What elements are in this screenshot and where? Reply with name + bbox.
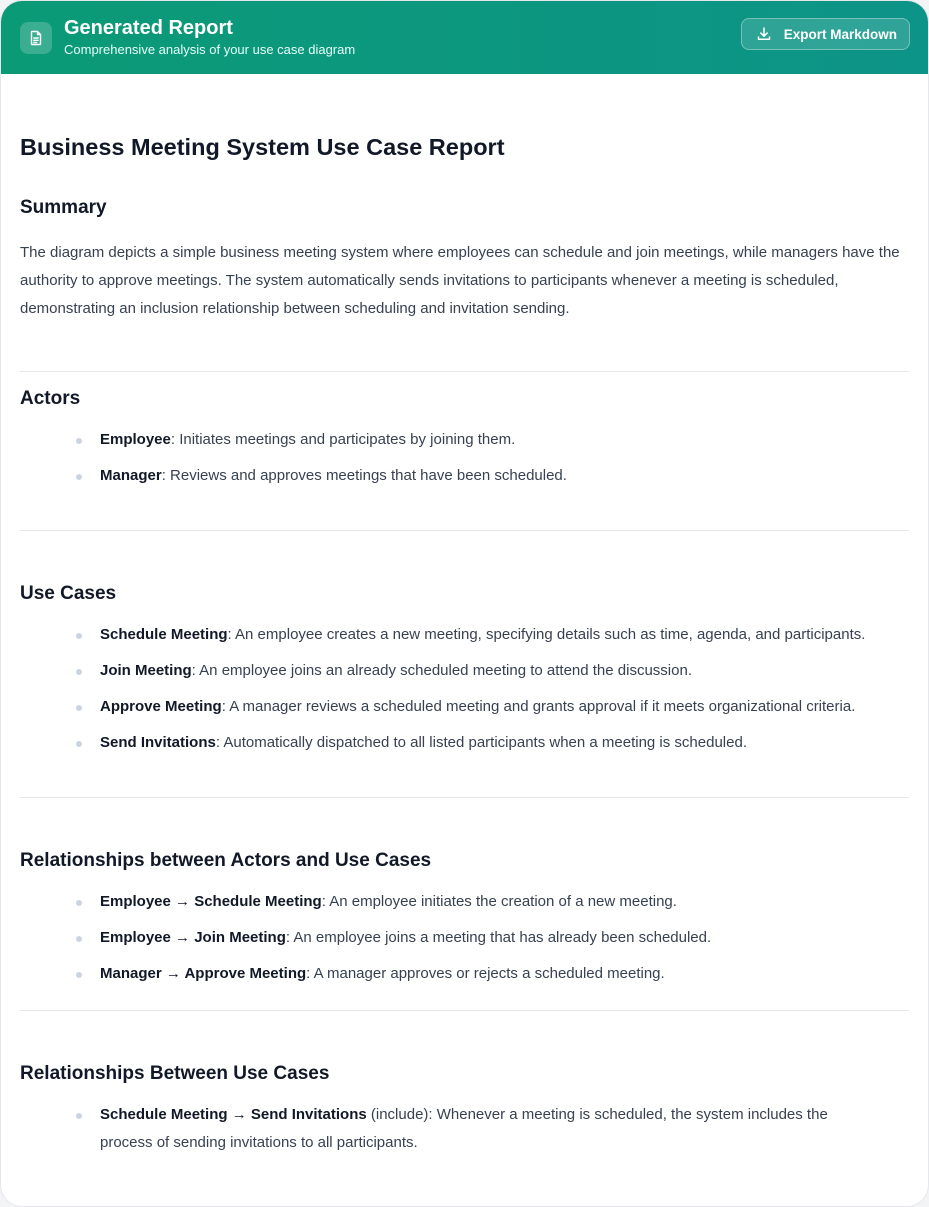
use-case-desc: : An employee joins an already scheduled meeting to attend the discussion. — [191, 662, 692, 679]
report-header — [1, 1, 928, 74]
list-item — [100, 426, 909, 454]
list-item — [100, 888, 909, 916]
section-divider — [20, 530, 909, 531]
header-subtitle: Comprehensive analysis of your use case diagram — [64, 42, 356, 57]
actor-desc: : Initiates meetings and participates by joining them. — [170, 431, 516, 448]
export-markdown-label: Export Markdown — [783, 26, 897, 42]
list-item — [100, 924, 909, 952]
header-text — [64, 16, 355, 59]
actor-relationships-list — [100, 888, 909, 988]
download-icon — [754, 24, 774, 44]
use-case-name: Send Invitations — [100, 734, 216, 751]
use-case-desc: : Automatically dispatched to all listed participants when a meeting is scheduled. — [215, 734, 747, 751]
use-case-name: Schedule Meeting — [100, 626, 228, 643]
summary-text: The diagram depicts a simple business meeting system where employees can schedule and join meetings, while managers have the authority to approve meetings. The system automatically sends invitations to participants whenever a meeting is scheduled, demonstrating an inclusion relationship between scheduling and invitation sending. — [20, 244, 900, 317]
list-item — [100, 960, 909, 988]
export-markdown-button[interactable] — [741, 18, 910, 50]
report-title: Business Meeting System Use Case Report — [20, 134, 505, 160]
section-divider — [20, 797, 909, 798]
usecase-relationships-heading: Relationships Between Use Cases — [20, 1063, 330, 1084]
actors-list — [100, 426, 909, 490]
relationship-name: Manager → Approve Meeting — [100, 965, 307, 982]
actor-name: Employee — [100, 431, 171, 448]
relationship-desc: (include): Whenever a meeting is scheduled, the system includes the process of sending invitations to all participants. — [100, 1106, 828, 1151]
usecase-relationships-list — [100, 1101, 869, 1157]
relationship-desc: : A manager approves or rejects a scheduled meeting. — [306, 965, 665, 982]
use-case-name: Approve Meeting — [100, 698, 222, 715]
relationship-name: Employee → Schedule Meeting — [100, 893, 322, 910]
list-item — [100, 657, 909, 685]
use-case-desc: : A manager reviews a scheduled meeting and grants approval if it meets organizational criteria. — [221, 698, 856, 715]
use-cases-list — [100, 621, 909, 757]
list-item — [100, 693, 909, 721]
relationship-desc: : An employee initiates the creation of a new meeting. — [321, 893, 677, 910]
section-divider — [20, 1010, 909, 1011]
use-cases-heading: Use Cases — [20, 583, 117, 604]
actors-heading: Actors — [20, 388, 81, 409]
list-item — [100, 1101, 869, 1157]
section-divider — [20, 371, 909, 372]
report-content — [1, 74, 928, 1157]
list-item — [100, 729, 909, 757]
document-icon — [20, 22, 52, 54]
list-item — [100, 462, 909, 490]
relationship-name: Schedule Meeting → Send Invitations — [100, 1106, 367, 1123]
summary-heading: Summary — [20, 197, 107, 218]
use-case-name: Join Meeting — [100, 662, 192, 679]
relationship-name: Employee → Join Meeting — [100, 929, 286, 946]
actor-name: Manager — [100, 467, 162, 484]
header-title: Generated Report — [64, 17, 233, 39]
actor-desc: : Reviews and approves meetings that have been scheduled. — [161, 467, 567, 484]
use-case-desc: : An employee creates a new meeting, specifying details such as time, agenda, and participants. — [227, 626, 866, 643]
actor-relationships-heading: Relationships between Actors and Use Cases — [20, 850, 432, 871]
relationship-desc: : An employee joins a meeting that has already been scheduled. — [285, 929, 712, 946]
list-item — [100, 621, 909, 649]
